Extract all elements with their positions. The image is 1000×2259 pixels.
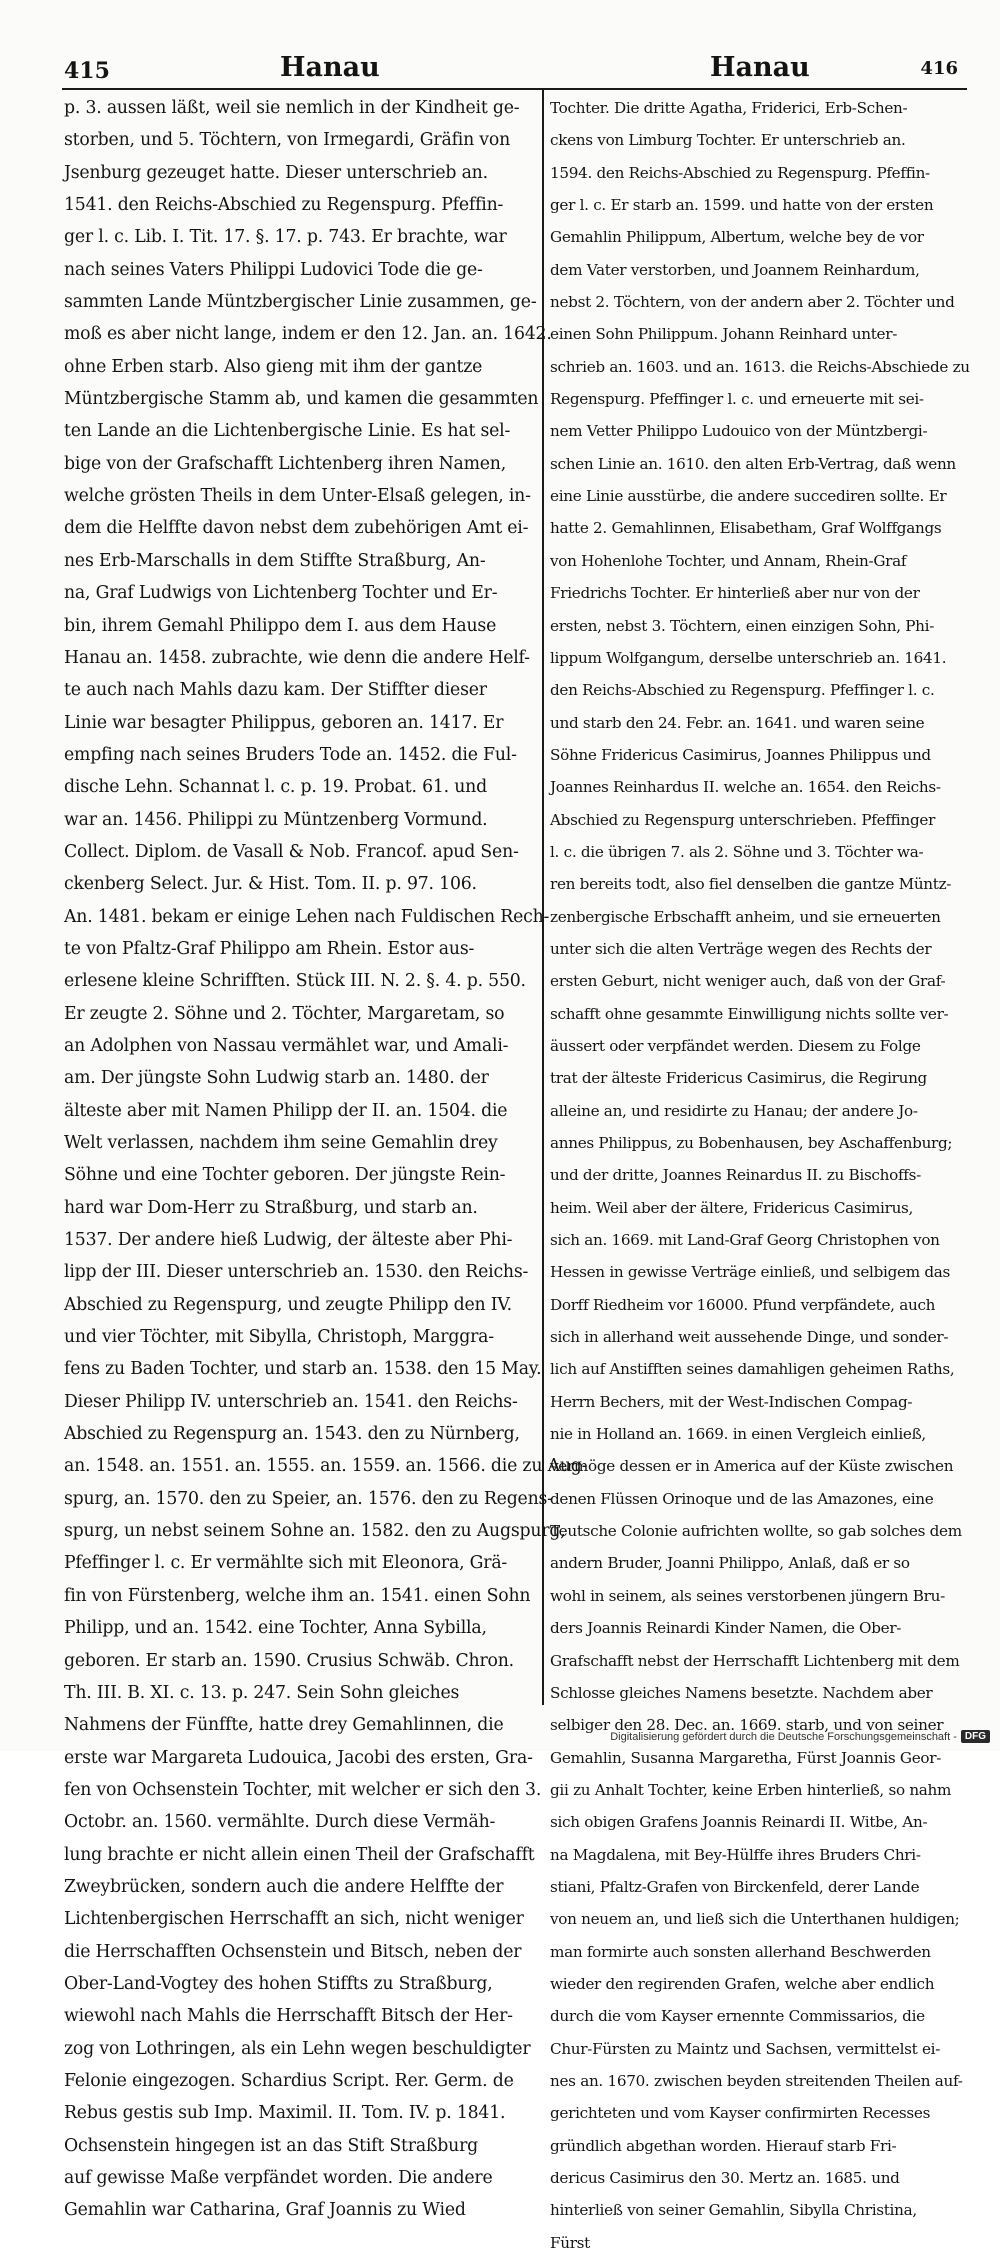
text-line-left: p. 3. aussen läßt, weil sie nemlich in der Kindheit ge-	[64, 98, 520, 118]
text-line-right: gründlich abgethan worden. Hierauf starb Fri-	[550, 2136, 897, 2155]
text-line-right: Regenspurg. Pfeffinger l. c. und erneuerte mit sei-	[550, 390, 924, 409]
text-line-right: andern Bruder, Joanni Philippo, Anlaß, daß er so	[550, 1554, 910, 1573]
text-line-right: den Reichs-Abschied zu Regenspurg. Pfeffinger l. c.	[550, 681, 935, 700]
text-line-right: dericus Casimirus den 30. Mertz an. 1685. und	[550, 2169, 900, 2187]
text-line-right: alleine an, und residirte zu Hanau; der andere Jo-	[550, 1101, 918, 1120]
text-line-right: und starb den 24. Febr. an. 1641. und waren seine	[550, 713, 925, 732]
text-line-right: stiani, Pfaltz-Grafen von Birckenfeld, derer Lande	[550, 1877, 920, 1896]
text-line-right: annes Philippus, zu Bobenhausen, bey Aschaffenburg;	[550, 1134, 953, 1152]
text-line-left: Welt verlassen, nachdem ihm seine Gemahlin drey	[64, 1133, 498, 1153]
text-line-left: An. 1481. bekam er einige Lehen nach Fuldischen Rech-	[64, 906, 550, 927]
dfg-logo: DFG	[961, 1730, 990, 1743]
text-line-right: na Magdalena, mit Bey-Hülffe ihres Bruders Chri-	[550, 1845, 921, 1864]
text-line-right: nem Vetter Philippo Ludouico von der Müntzbergi-	[550, 422, 928, 441]
text-line-right: sich in allerhand weit aussehende Dinge, und sonder-	[550, 1328, 949, 1347]
text-line-left: an. 1548. an. 1551. an. 1555. an. 1559. an. 1566. die zu Aug-	[64, 1456, 588, 1477]
text-line-right: ders Joannis Reinardi Kinder Namen, die Ober-	[550, 1619, 902, 1638]
text-line-left: te auch nach Mahls dazu kam. Der Stiffter dieser	[64, 680, 487, 701]
text-line-right: wieder den regirenden Grafen, welche aber endlich	[550, 1974, 935, 1993]
text-line-left: Rebus gestis sub Imp. Maximil. II. Tom. IV. p. 1841.	[64, 2103, 506, 2124]
text-line-right: vermöge dessen er in America auf der Küste zwischen	[550, 1457, 954, 1476]
text-line-left: ohne Erben starb. Also gieng mit ihm der gantze	[64, 356, 483, 377]
text-line-left: geboren. Er starb an. 1590. Crusius Schwäb. Chron.	[64, 1650, 514, 1671]
header-rule	[62, 88, 967, 90]
text-line-right: eine Linie ausstürbe, die andere succediren sollte. Er	[550, 487, 947, 506]
text-line-left: Linie war besagter Philippus, geboren an. 1417. Er	[64, 712, 504, 733]
text-line-left: zog von Lothringen, als ein Lehn wegen beschuldigter	[64, 2038, 531, 2059]
text-line-left: Collect. Diplom. de Vasall & Nob. Francof. apud Sen-	[64, 841, 519, 862]
text-line-left: ten Lande an die Lichtenbergische Linie. Es hat sel-	[64, 421, 511, 442]
text-line-right: von neuem an, und ließ sich die Unterthanen huldigen;	[550, 1910, 960, 1929]
text-line-right: äussert oder verpfändet werden. Diesem zu Folge	[550, 1036, 921, 1055]
text-line-right: Herrn Bechers, mit der West-Indischen Compag-	[550, 1392, 913, 1411]
text-line-left: Ochsenstein hingegen ist an das Stift Straßburg	[64, 2135, 479, 2156]
text-line-left: Lichtenbergischen Herrschafft an sich, nicht weniger	[64, 1909, 524, 1930]
text-line-right: Joannes Reinhardus II. welche an. 1654. den Reichs-	[550, 778, 941, 797]
text-line-left: Octobr. an. 1560. vermählte. Durch diese Vermäh-	[64, 1812, 496, 1833]
text-line-right: hatte 2. Gemahlinnen, Elisabetham, Graf Wolffgangs	[550, 519, 942, 538]
text-line-right: einen Sohn Philippum. Johann Reinhard unter-	[550, 325, 898, 344]
text-line-right: dem Vater verstorben, und Joannem Reinhardum,	[550, 260, 920, 279]
text-line-left: Th. III. B. XI. c. 13. p. 247. Sein Sohn gleiches	[64, 1682, 460, 1703]
text-line-left: dem die Helffte davon nebst dem zubehörigen Amt ei-	[64, 518, 529, 539]
text-line-left: fen von Ochsenstein Tochter, mit welcher er sich den 3.	[64, 1779, 542, 1800]
text-line-left: Abschied zu Regenspurg, und zeugte Philipp den IV.	[64, 1294, 512, 1315]
text-line-left: Zweybrücken, sondern auch die andere Helffte der	[64, 1876, 504, 1897]
text-line-left: erste war Margareta Ludouica, Jacobi des ersten, Gra-	[64, 1747, 533, 1768]
text-line-left: Gemahlin war Catharina, Graf Joannis zu Wied	[64, 2200, 466, 2221]
text-line-right: heim. Weil aber der ältere, Fridericus Casimirus,	[550, 1198, 914, 1217]
digitization-credit	[610, 1730, 990, 1743]
text-line-left: Ober-Land-Vogtey des hohen Stiffts zu Straßburg,	[64, 1973, 493, 1994]
text-line-left: fens zu Baden Tochter, und starb an. 1538. den 15 May.	[64, 1359, 542, 1380]
text-line-right: Friedrichs Tochter. Er hinterließ aber nur von der	[550, 584, 920, 603]
text-line-left: nes Erb-Marschalls in dem Stiffte Straßburg, An-	[64, 550, 486, 571]
text-line-right: schrieb an. 1603. und an. 1613. die Reichs-Abschiede zu	[550, 357, 970, 376]
text-line-left: moß es aber nicht lange, indem er den 12. Jan. an. 1642.	[64, 324, 552, 345]
text-line-left: die Herrschafften Ochsenstein und Bitsch, neben der	[64, 1941, 522, 1962]
text-line-left: te von Pfaltz-Graf Philippo am Rhein. Estor aus-	[64, 938, 475, 959]
text-line-left: Dieser Philipp IV. unterschrieb an. 1541. den Reichs-	[64, 1391, 518, 1412]
text-line-right: Abschied zu Regenspurg unterschrieben. Pfeffinger	[550, 810, 936, 829]
text-line-left: 1537. Der andere hieß Ludwig, der älteste aber Phi-	[64, 1230, 513, 1251]
text-line-left: empfing nach seines Bruders Tode an. 1452. die Ful-	[64, 744, 517, 765]
text-line-right: ckens von Limburg Tochter. Er unterschrieb an.	[550, 131, 906, 150]
text-line-left: spurg, an. 1570. den zu Speier, an. 1576. den zu Regens-	[64, 1488, 553, 1509]
text-line-left: fin von Fürstenberg, welche ihm an. 1541. einen Sohn	[64, 1585, 531, 1606]
text-line-left: Söhne und eine Tochter geboren. Der jüngste Rein-	[64, 1165, 506, 1186]
text-line-left: lung brachte er nicht allein einen Theil der Grafschafft	[64, 1844, 535, 1865]
running-title-left: Hanau	[280, 52, 380, 83]
text-line-left: Nahmens der Fünffte, hatte drey Gemahlinnen, die	[64, 1715, 504, 1736]
text-line-right: lippum Wolfgangum, derselbe unterschrieb an. 1641.	[550, 648, 947, 667]
text-line-right: Schlosse gleiches Namens besetzte. Nachdem aber	[550, 1683, 933, 1702]
text-line-right: Chur-Fürsten zu Maintz und Sachsen, vermittelst ei-	[550, 2039, 941, 2058]
text-line-left: hard war Dom-Herr zu Straßburg, und starb an.	[64, 1197, 478, 1218]
text-line-right: ersten Geburt, nicht weniger auch, daß von der Graf-	[550, 972, 946, 991]
text-column-left	[64, 92, 588, 2221]
text-line-right: Gemahlin Philippum, Albertum, welche bey de vor	[550, 228, 924, 247]
text-line-left: Abschied zu Regenspurg an. 1543. den zu Nürnberg,	[64, 1424, 520, 1445]
text-line-left: ckenberg Select. Jur. & Hist. Tom. II. p. 97. 106.	[64, 874, 477, 895]
text-line-right: zenbergische Erbschafft anheim, und sie erneuerten	[550, 907, 941, 926]
text-line-left: na, Graf Ludwigs von Lichtenberg Tochter und Er-	[64, 583, 498, 604]
text-line-right: wohl in seinem, als seines verstorbenen jüngern Bru-	[550, 1586, 945, 1605]
text-line-left: 1541. den Reichs-Abschied zu Regenspurg. Pfeffin-	[64, 195, 504, 216]
text-line-left: älteste aber mit Namen Philipp der II. an. 1504. die	[64, 1100, 508, 1121]
text-line-right: trat der älteste Fridericus Casimirus, die Regirung	[550, 1069, 927, 1088]
text-line-right: gerichteten und vom Kayser confirmirten Recesses	[550, 2104, 931, 2123]
text-line-right: nebst 2. Töchtern, von der andern aber 2. Töchter und	[550, 293, 955, 312]
text-line-right: l. c. die übrigen 7. als 2. Söhne und 3. Töchter wa-	[550, 842, 924, 861]
text-line-right: Teutsche Colonie aufrichten wollte, so gab solches dem	[550, 1522, 962, 1541]
text-line-left: sammten Lande Müntzbergischer Linie zusammen, ge-	[64, 292, 537, 313]
text-line-left: lipp der III. Dieser unterschrieb an. 1530. den Reichs-	[64, 1262, 529, 1283]
running-title-right: Hanau	[710, 52, 810, 83]
text-line-right: 1594. den Reichs-Abschied zu Regenspurg. Pfeffin-	[550, 163, 930, 182]
text-line-left: Felonie eingezogen. Schardius Script. Rer. Germ. de	[64, 2070, 514, 2091]
text-line-right: Tochter. Die dritte Agatha, Friderici, Erb-Schen-	[550, 99, 908, 117]
text-line-right: Gemahlin, Susanna Margaretha, Fürst Joannis Geor-	[550, 1748, 942, 1767]
text-line-right: ersten, nebst 3. Töchtern, einen einzigen Sohn, Phi-	[550, 616, 935, 635]
text-line-left: ger l. c. Lib. I. Tit. 17. §. 17. p. 743. Er brachte, war	[64, 227, 507, 248]
text-line-right: selbiger den 28. Dec. an. 1669. starb, und von seiner	[550, 1716, 944, 1735]
text-line-right: schen Linie an. 1610. den alten Erb-Vertrag, daß wenn	[550, 454, 956, 473]
text-line-left: storben, und 5. Töchtern, von Irmegardi, Gräfin von	[64, 130, 511, 151]
text-line-left: erlesene kleine Schrifften. Stück III. N. 2. §. 4. p. 550.	[64, 971, 526, 992]
page-header	[60, 52, 970, 86]
text-line-right: von Hohenlohe Tochter, und Annam, Rhein-Graf	[550, 551, 907, 570]
text-line-left: spurg, un nebst seinem Sohne an. 1582. den zu Augspurg,	[64, 1521, 566, 1542]
text-line-left: war an. 1456. Philippi zu Müntzenberg Vormund.	[64, 809, 488, 830]
text-line-right: Hessen in gewisse Verträge einließ, und selbigem das	[550, 1263, 951, 1282]
text-line-left: nach seines Vaters Philippi Ludovici Tode die ge-	[64, 259, 483, 280]
text-line-right: lich auf Anstifften seines damahligen geheimen Raths,	[550, 1360, 955, 1379]
text-line-right: durch die vom Kayser ernennte Commissarios, die	[550, 2007, 925, 2026]
text-line-right: nes an. 1670. zwischen beyden streitenden Theilen auf-	[550, 2071, 963, 2090]
text-line-left: wiewohl nach Mahls die Herrschafft Bitsch der Her-	[64, 2006, 513, 2027]
page-number-left: 415	[64, 58, 110, 84]
credit-text: Digitalisierung gefördert durch die Deutsche Forschungsgemeinschaft -	[610, 1730, 957, 1743]
text-line-left: Pfeffinger l. c. Er vermählte sich mit Eleonora, Grä-	[64, 1553, 508, 1574]
text-line-right: Grafschafft nebst der Herrschafft Lichtenberg mit dem	[550, 1651, 960, 1670]
text-line-left: und vier Töchter, mit Sibylla, Christoph, Marggra-	[64, 1327, 494, 1348]
text-line-left: bige von der Grafschafft Lichtenberg ihren Namen,	[64, 453, 507, 474]
text-line-left: Müntzbergische Stamm ab, und kamen die gesammten	[64, 389, 539, 410]
text-line-right: sich an. 1669. mit Land-Graf Georg Christophen von	[550, 1231, 940, 1250]
text-line-left: dische Lehn. Schannat l. c. p. 19. Probat. 61. und	[64, 777, 487, 798]
text-line-right: nie in Holland an. 1669. in einen Vergleich einließ,	[550, 1425, 926, 1444]
text-line-right: man formirte auch sonsten allerhand Beschwerden	[550, 1942, 931, 1961]
text-line-right: unter sich die alten Verträge wegen des Rechts der	[550, 939, 932, 958]
text-line-left: bin, ihrem Gemahl Philippo dem I. aus dem Hause	[64, 615, 497, 636]
text-line-right: schafft ohne gesammte Einwilligung nichts sollte ver-	[550, 1004, 949, 1023]
text-line-left: an Adolphen von Nassau vermählet war, und Amali-	[64, 1035, 509, 1056]
text-line-left: Jsenburg gezeuget hatte. Dieser unterschrieb an.	[64, 162, 488, 183]
text-line-right: denen Flüssen Orinoque und de las Amazones, eine	[550, 1489, 934, 1508]
text-line-left: Philipp, und an. 1542. eine Tochter, Anna Sybilla,	[64, 1618, 487, 1639]
text-line-right: ger l. c. Er starb an. 1599. und hatte von der ersten	[550, 196, 934, 215]
text-line-left: Er zeugte 2. Söhne und 2. Töchter, Margaretam, so	[64, 1003, 505, 1024]
page-number-right: 416	[920, 58, 958, 79]
text-line-left: welche grösten Theils in dem Unter-Elsaß gelegen, in-	[64, 486, 531, 507]
text-line-left: am. Der jüngste Sohn Ludwig starb an. 1480. der	[64, 1068, 489, 1089]
text-line-right: Fürst	[550, 2233, 590, 2252]
text-line-right: gii zu Anhalt Tochter, keine Erben hinterließ, so nahm	[550, 1780, 952, 1799]
text-line-right: hinterließ von seiner Gemahlin, Sibylla Christina,	[550, 2201, 917, 2220]
text-line-right: und der dritte, Joannes Reinardus II. zu Bischoffs-	[550, 1166, 921, 1185]
text-line-right: Söhne Fridericus Casimirus, Joannes Philippus und	[550, 745, 931, 764]
text-line-right: ren bereits todt, also fiel denselben die gantze Müntz-	[550, 875, 952, 894]
text-line-left: Hanau an. 1458. zubrachte, wie denn die andere Helf-	[64, 647, 530, 668]
text-line-right: sich obigen Grafens Joannis Reinardi II. Witbe, An-	[550, 1813, 928, 1832]
text-line-left: auf gewisse Maße verpfändet worden. Die andere	[64, 2168, 493, 2188]
text-line-right: Dorff Riedheim vor 16000. Pfund verpfändete, auch	[550, 1295, 936, 1314]
